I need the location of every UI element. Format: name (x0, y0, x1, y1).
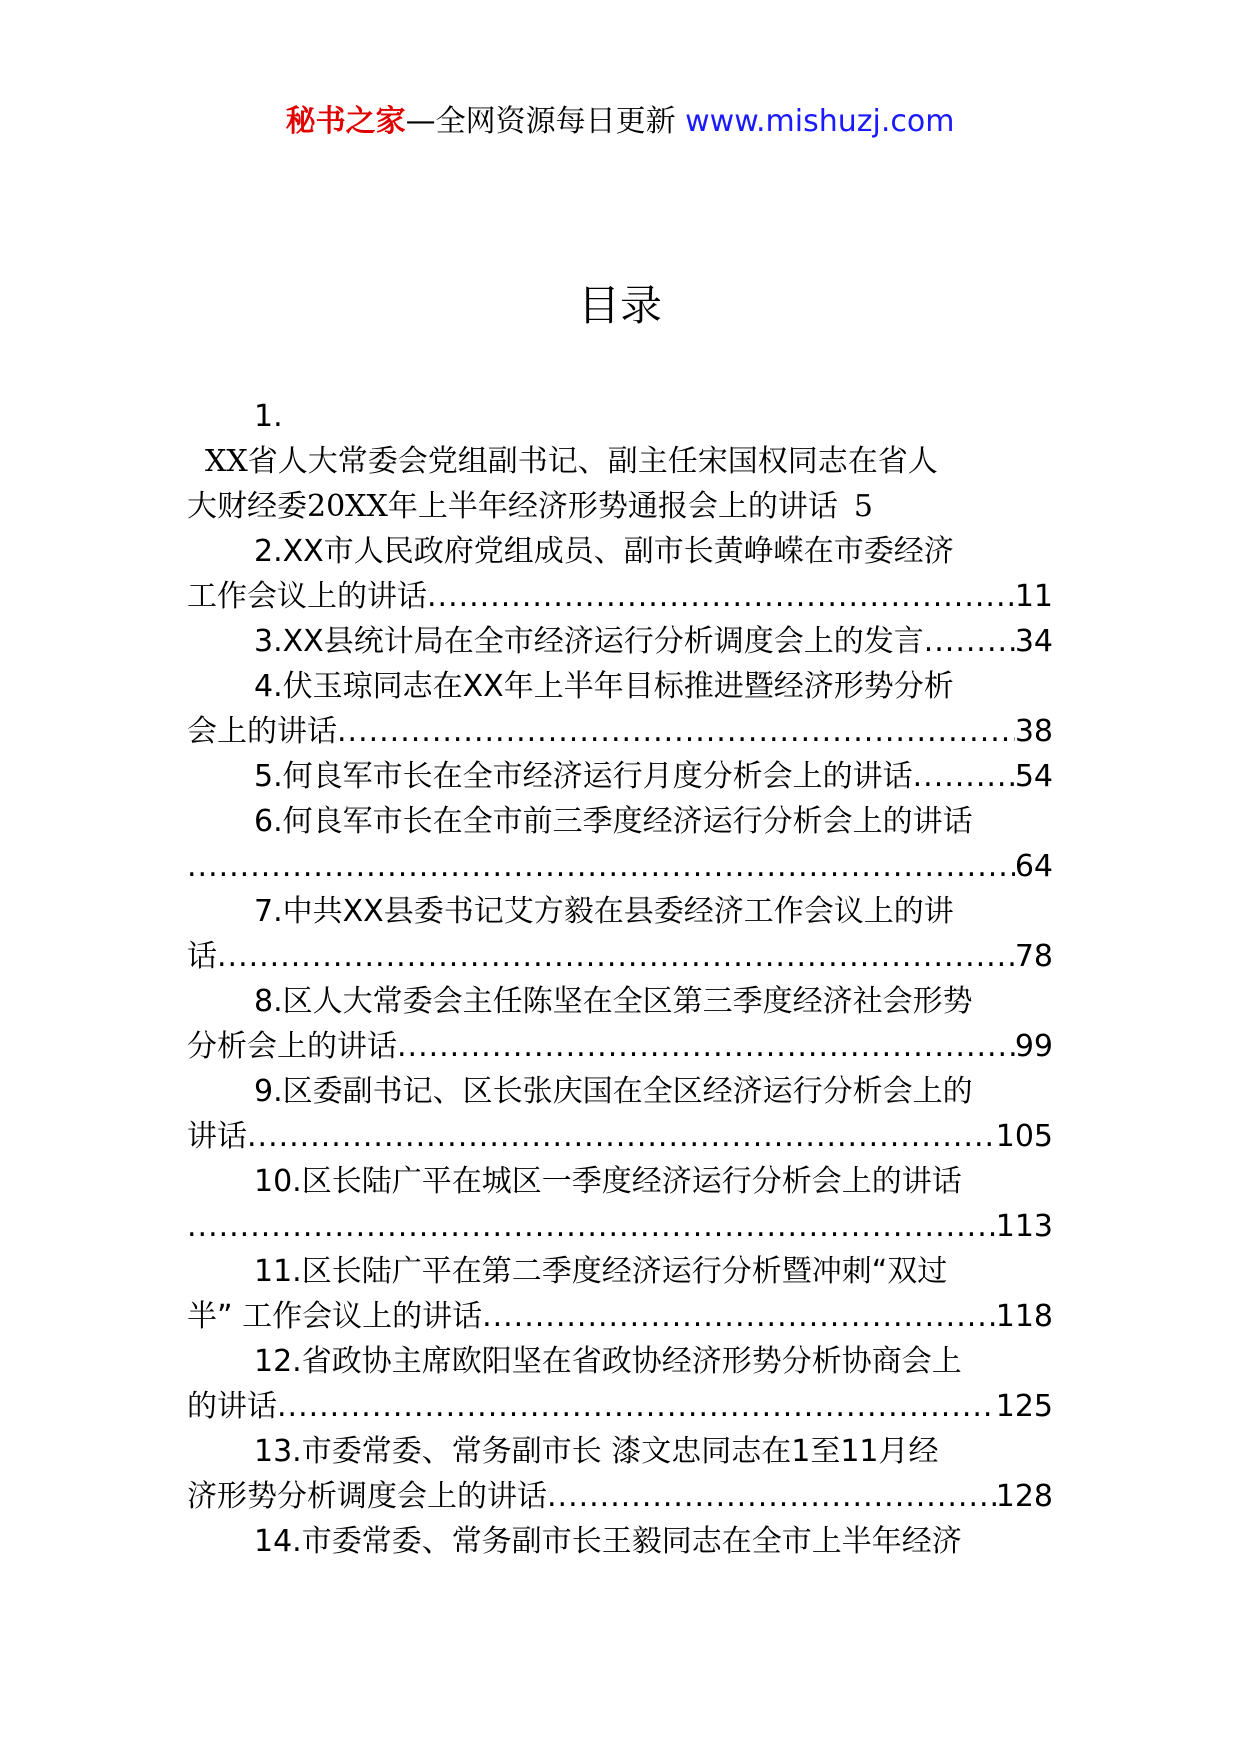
page-title: 目录 (577, 281, 662, 330)
toc-page-number: 64 (1014, 849, 1053, 884)
toc-entry-text: 大财经委20XX年上半年经济形势通报会上的讲话 (187, 489, 838, 524)
dot-leader (337, 709, 1015, 754)
toc-entry-text: 11.区长陆广平在第二季度经济运行分析暨冲刺“双过 (254, 1254, 948, 1289)
toc-entry-1[interactable] (187, 394, 1053, 529)
toc-page-number: 11 (1014, 579, 1053, 614)
toc-entry-text: 分析会上的讲话 (187, 1029, 397, 1064)
toc-entry-text: 12.省政协主席欧阳坚在省政协经济形势分析协商会上 (254, 1344, 962, 1379)
toc-entry-13[interactable] (187, 1429, 1053, 1519)
toc-entry-text: 工作会议上的讲话 (187, 579, 427, 614)
dot-leader (924, 619, 1015, 664)
site-header (0, 102, 1240, 142)
dot-leader (277, 1384, 996, 1429)
toc-page-number: 38 (1014, 714, 1053, 749)
toc-page-number: 54 (1014, 759, 1053, 794)
dot-leader (547, 1474, 996, 1519)
toc-entry-6[interactable] (187, 799, 1053, 889)
toc-entry-text: 7.中共XX县委书记艾方毅在县委经济工作会议上的讲 (254, 894, 954, 929)
toc-page-number: 128 (995, 1479, 1053, 1514)
toc-page-number: 113 (995, 1209, 1053, 1244)
toc-entry-text: 6.何良军市长在全市前三季度经济运行分析会上的讲话 (254, 804, 973, 839)
toc-entry-9[interactable] (187, 1069, 1053, 1159)
dot-leader (247, 1114, 996, 1159)
toc-entry-text: 的讲话 (187, 1389, 277, 1424)
dot-leader (217, 934, 1015, 979)
toc-entry-text: 13.市委常委、常务副市长 漆文忠同志在1至11月经 (254, 1434, 939, 1469)
dot-leader (397, 1024, 1015, 1069)
toc-entry-text: 4.伏玉琼同志在XX年上半年目标推进暨经济形势分析 (254, 669, 954, 704)
dot-leader (187, 1204, 996, 1249)
toc-entry-text: 8.区人大常委会主任陈坚在全区第三季度经济社会形势 (254, 984, 973, 1019)
toc-entry-text: 14.市委常委、常务副市长王毅同志在全市上半年经济 (254, 1524, 962, 1559)
site-url-link[interactable]: www.mishuzj.com (685, 104, 955, 139)
toc-entry-2[interactable] (187, 529, 1053, 619)
toc-page-number: 118 (995, 1299, 1053, 1334)
table-of-contents (187, 394, 1053, 1564)
toc-entry-text: 济形势分析调度会上的讲话 (187, 1479, 547, 1514)
toc-page-number: 78 (1014, 939, 1053, 974)
dot-leader (187, 844, 1015, 889)
toc-entry-4[interactable] (187, 664, 1053, 754)
dot-leader (913, 754, 1015, 799)
toc-entry-11[interactable] (187, 1249, 1053, 1339)
toc-page-number: 105 (995, 1119, 1053, 1154)
toc-entry-text: 5.何良军市长在全市经济运行月度分析会上的讲话 (254, 759, 913, 794)
toc-page-number: 99 (1014, 1029, 1053, 1064)
toc-entry-7[interactable] (187, 889, 1053, 979)
toc-entry-3[interactable] (187, 619, 1053, 664)
toc-entry-text: 会上的讲话 (187, 714, 337, 749)
toc-entry-text: 10.区长陆广平在城区一季度经济运行分析会上的讲话 (254, 1164, 962, 1199)
toc-entry-text: 1. (254, 399, 283, 434)
toc-entry-text: 9.区委副书记、区长张庆国在全区经济运行分析会上的 (254, 1074, 973, 1109)
toc-entry-text: 3.XX县统计局在全市经济运行分析调度会上的发言 (254, 624, 924, 659)
toc-entry-text: 话 (187, 939, 217, 974)
toc-entry-10[interactable] (187, 1159, 1053, 1249)
toc-page-number: 34 (1014, 624, 1053, 659)
brand-name: 秘书之家 (285, 104, 406, 139)
toc-entry-8[interactable] (187, 979, 1053, 1069)
toc-entry-text: 半” 工作会议上的讲话 (187, 1299, 483, 1334)
header-tagline: —全网资源每日更新 (405, 104, 686, 139)
toc-entry-text: XX省人大常委会党组副书记、副主任宋国权同志在省人 (205, 444, 938, 479)
toc-entry-text: 2.XX市人民政府党组成员、副市长黄峥嵘在市委经济 (254, 534, 954, 569)
toc-entry-text: 讲话 (187, 1119, 247, 1154)
toc-entry-5[interactable] (187, 754, 1053, 799)
toc-entry-14[interactable] (187, 1519, 1053, 1564)
dot-leader (427, 574, 1015, 619)
toc-page-number: 5 (853, 489, 873, 524)
dot-leader (482, 1294, 996, 1339)
toc-entry-12[interactable] (187, 1339, 1053, 1429)
toc-page-number: 125 (995, 1389, 1053, 1424)
